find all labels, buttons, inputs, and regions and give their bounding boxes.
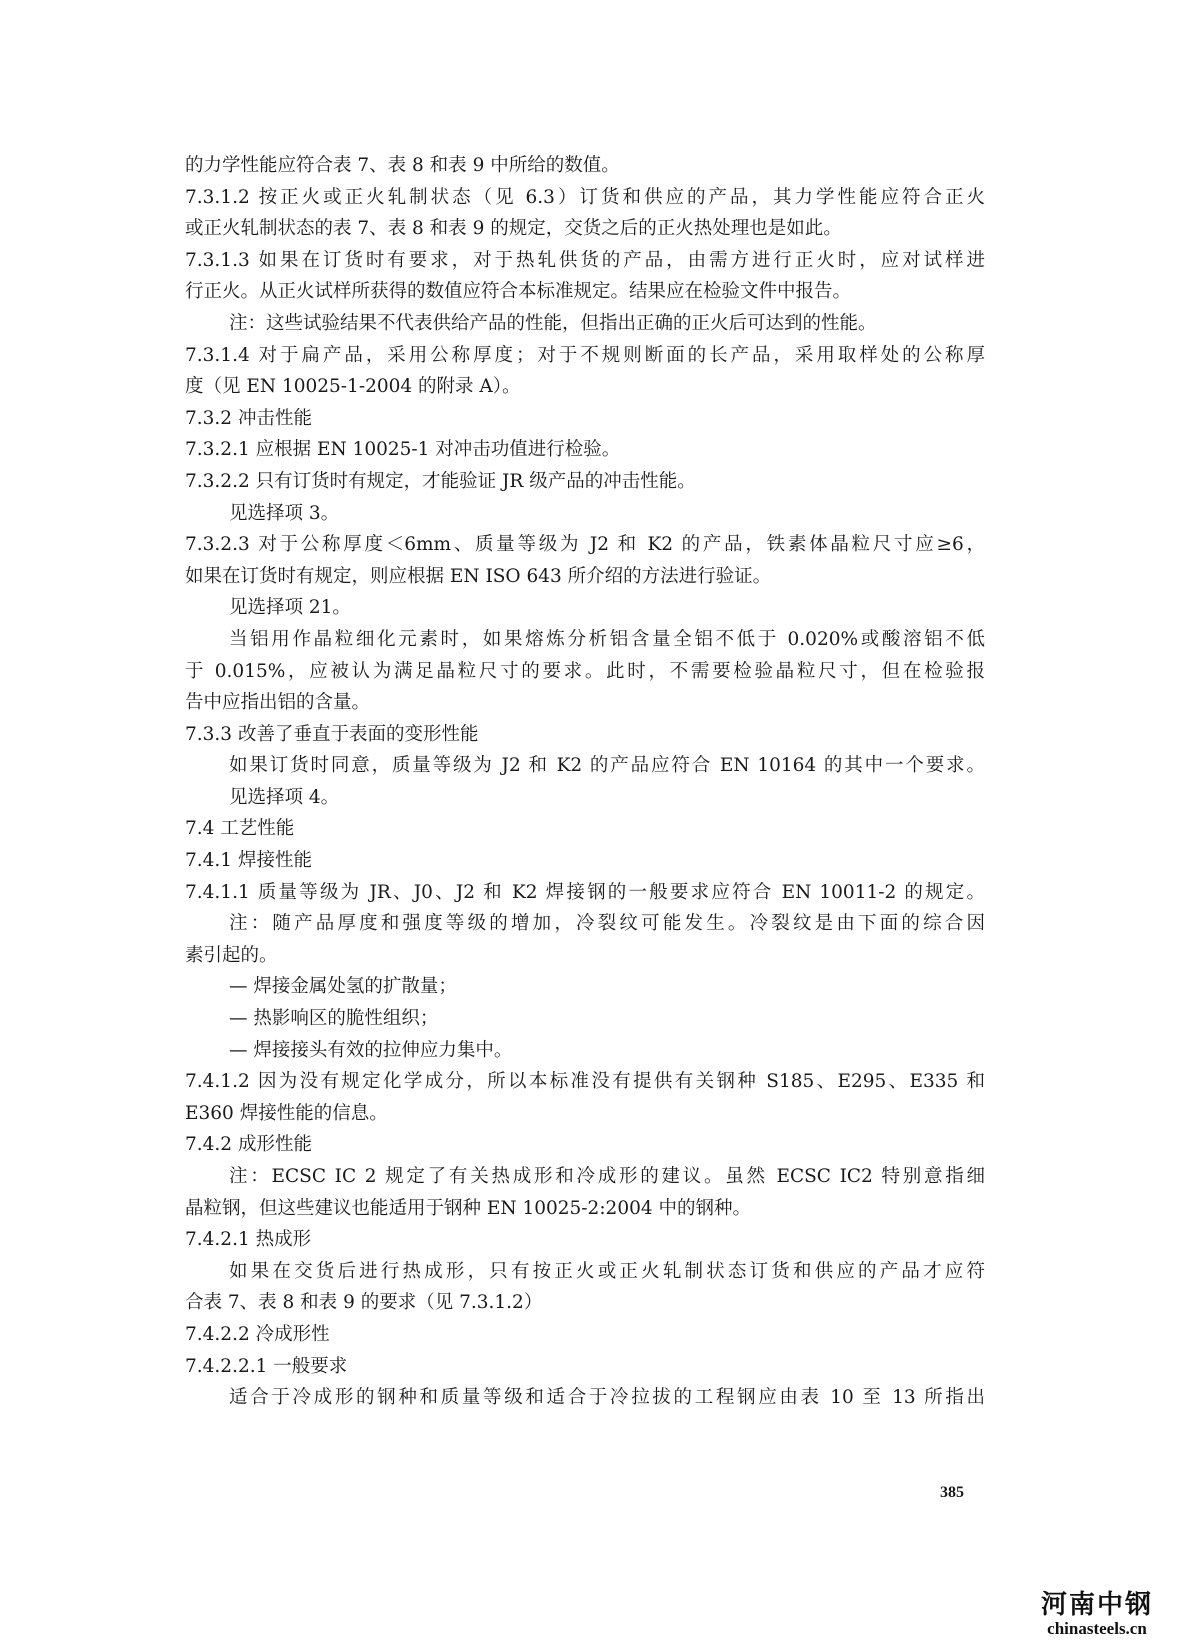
text-line: 7.4.2.1 热成形 — [185, 1229, 312, 1251]
text-line: — 焊接接头有效的拉伸应力集中。 — [229, 1039, 513, 1061]
text-line: 7.4.1 焊接性能 — [185, 850, 312, 872]
text-line: E360 焊接性能的信息。 — [185, 1102, 388, 1124]
text-line: 7.3.2 冲击性能 — [185, 407, 312, 429]
text-line: 如果订货时同意，质量等级为 J2 和 K2 的产品应符合 EN 10164 的其中一个要求。 — [229, 755, 985, 777]
text-line: 当铝用作晶粒细化元素时，如果熔炼分析铝含量全铝不低于 0.020%或酸溶铝不低 — [229, 628, 985, 650]
text-line: 7.3.1.4 对于扁产品，采用公称厚度；对于不规则断面的长产品，采用取样处的公称厚 — [185, 344, 985, 366]
text-line: 见选择项 3。 — [229, 502, 340, 524]
text-line: 7.4.1.1 质量等级为 JR、J0、J2 和 K2 焊接钢的一般要求应符合 EN 10011-2 的规定。 — [185, 881, 985, 903]
watermark-logo — [1027, 1590, 1167, 1638]
text-line: 7.4 工艺性能 — [185, 818, 295, 840]
text-line: 合表 7、表 8 和表 9 的要求（见 7.3.1.2） — [185, 1292, 543, 1314]
text-line: 7.4.2.2.1 一般要求 — [185, 1355, 348, 1377]
watermark-url: chinasteels.cn — [1047, 1619, 1147, 1638]
text-line: 告中应指出铝的含量。 — [185, 692, 371, 714]
text-line: 或正火轧制状态的表 7、表 8 和表 9 的规定，交货之后的正火热处理也是如此。 — [185, 218, 842, 240]
text-line: 注：ECSC IC 2 规定了有关热成形和冷成形的建议。虽然 ECSC IC2 特别意指细 — [229, 1166, 985, 1187]
text-line: — 热影响区的脆性组织； — [229, 1008, 439, 1030]
text-line: — 焊接金属处氢的扩散量； — [229, 976, 457, 998]
watermark-logo-text: 河南中钢 — [1040, 1590, 1153, 1620]
text-line: 7.4.2 成形性能 — [185, 1134, 312, 1156]
text-line: 注：随产品厚度和强度等级的增加，冷裂纹可能发生。冷裂纹是由下面的综合因 — [229, 913, 985, 935]
text-line: 7.3.2.2 只有订货时有规定，才能验证 JR 级产品的冲击性能。 — [185, 470, 696, 492]
text-line: 7.3.2.3 对于公称厚度＜6mm、质量等级为 J2 和 K2 的产品，铁素体晶粒尺寸应≥6， — [185, 534, 985, 556]
text-line: 见选择项 4。 — [229, 786, 340, 808]
text-line: 晶粒钢，但这些建议也能适用于钢种 EN 10025-2:2004 中的钢种。 — [185, 1197, 752, 1219]
text-line: 适合于冷成形的钢种和质量等级和适合于冷拉拔的工程钢应由表 10 至 13 所指出 — [229, 1387, 985, 1409]
text-line: 素引起的。 — [185, 944, 278, 966]
text-line: 7.3.2.1 应根据 EN 10025-1 对冲击功值进行检验。 — [185, 439, 621, 461]
text-line: 7.4.1.2 因为没有规定化学成分，所以本标准没有提供有关钢种 S185、E295、E335 和 — [185, 1071, 985, 1093]
text-line: 7.3.1.3 如果在订货时有要求，对于热轧供货的产品，由需方进行正火时，应对试样进 — [185, 249, 985, 271]
text-line: 如果在交货后进行热成形，只有按正火或正火轧制状态订货和供应的产品才应符 — [229, 1260, 985, 1282]
text-line: 如果在订货时有规定，则应根据 EN ISO 643 所介绍的方法进行验证。 — [185, 565, 772, 587]
text-line: 7.4.2.2 冷成形性 — [185, 1323, 330, 1345]
text-line: 注：这些试验结果不代表供给产品的性能，但指出正确的正火后可达到的性能。 — [229, 312, 877, 334]
text-line: 见选择项 21。 — [229, 597, 351, 619]
text-line: 7.3.3 改善了垂直于表面的变形性能 — [185, 723, 479, 745]
text-line: 7.3.1.2 按正火或正火轧制状态（见 6.3）订货和供应的产品，其力学性能应符合正火 — [185, 186, 985, 208]
text-line: 度（见 EN 10025-1-2004 的附录 A）。 — [185, 376, 521, 398]
text-line: 行正火。从正火试样所获得的数值应符合本标准规定。结果应在检验文件中报告。 — [185, 281, 852, 303]
body-text — [185, 150, 985, 1414]
text-line: 于 0.015%，应被认为满足晶粒尺寸的要求。此时，不需要检验晶粒尺寸，但在检验报 — [185, 660, 985, 682]
text-line: 的力学性能应符合表 7、表 8 和表 9 中所给的数值。 — [185, 155, 620, 176]
page-number: 385 — [940, 1484, 964, 1501]
